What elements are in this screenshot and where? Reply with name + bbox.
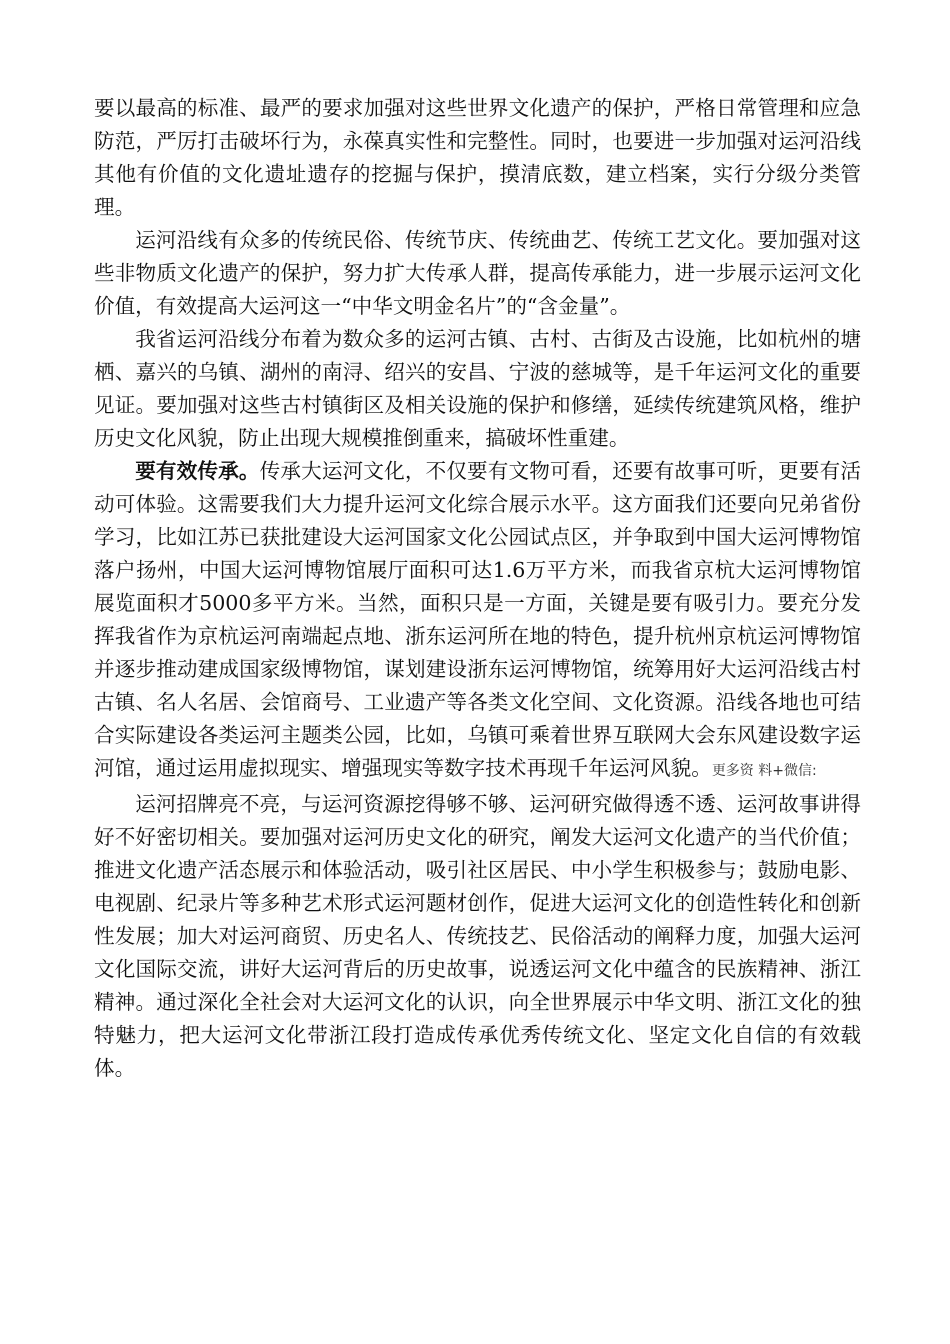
paragraph-4-lead: 要有效传承。 xyxy=(135,459,260,483)
document-page xyxy=(94,92,861,1085)
paragraph-5 xyxy=(94,788,861,1085)
paragraph-5-text: 运河招牌亮不亮，与运河资源挖得够不够、运河研究做得透不透、运河故事讲得好不好密切相关。要加强对运河历史文化的研究，阐发大运河文化遗产的当代价值；推进文化遗产活态展示和体验活动，吸引社区居民、中小学生积极参与；鼓励电影、电视剧、纪录片等多种艺术形式运河题材创作，促进大运河文化的创造性转化和创新性发展；加大对运河商贸、历史名人、传统技艺、民俗活动的阐释力度，加强大运河文化国际交流，讲好大运河背后的历史故事，说透运河文化中蕴含的民族精神、浙江精神。通过深化全社会对大运河文化的认识，向全世界展示中华文明、浙江文化的独特魅力，把大运河文化带浙江段打造成传承优秀传统文化、坚定文化自信的有效载体。 xyxy=(94,792,861,1080)
paragraph-4 xyxy=(94,455,861,788)
paragraph-3 xyxy=(94,323,861,455)
paragraph-3-text: 我省运河沿线分布着为数众多的运河古镇、古村、古街及古设施，比如杭州的塘栖、嘉兴的乌镇、湖州的南浔、绍兴的安昌、宁波的慈城等，是千年运河文化的重要见证。要加强对这些古村镇街区及相关设施的保护和修缮，延续传统建筑风格，维护历史文化风貌，防止出现大规模推倒重来，搞破坏性重建。 xyxy=(94,327,861,450)
paragraph-1 xyxy=(94,92,861,224)
paragraph-4-note: 更多资 料+微信: xyxy=(711,763,817,779)
paragraph-4-text: 传承大运河文化，不仅要有文物可看，还要有故事可听，更要有活动可体验。这需要我们大力提升运河文化综合展示水平。这方面我们还要向兄弟省份学习，比如江苏已获批建设大运河国家文化公园试点区，并争取到中国大运河博物馆落户扬州，中国大运河博物馆展厅面积可达1.6万平方米，而我省京杭大运河博物馆展览面积才5000多平方米。当然，面积只是一方面，关键是要有吸引力。要充分发挥我省作为京杭运河南端起点地、浙东运河所在地的特色，提升杭州京杭运河博物馆并逐步推动建成国家级博物馆，谋划建设浙东运河博物馆，统筹用好大运河沿线古村古镇、名人名居、会馆商号、工业遗产等各类文化空间、文化资源。沿线各地也可结合实际建设各类运河主题类公园，比如，乌镇可乘着世界互联网大会东风建设数字运河馆，通过运用虚拟现实、增强现实等数字技术再现千年运河风貌。 xyxy=(94,459,861,780)
paragraph-2-text: 运河沿线有众多的传统民俗、传统节庆、传统曲艺、传统工艺文化。要加强对这些非物质文化遗产的保护，努力扩大传承人群，提高传承能力，进一步展示运河文化价值，有效提高大运河这一“中华文明金名片”的“含金量”。 xyxy=(94,228,861,318)
paragraph-2 xyxy=(94,224,861,323)
paragraph-1-text: 要以最高的标准、最严的要求加强对这些世界文化遗产的保护，严格日常管理和应急防范，严厉打击破坏行为，永葆真实性和完整性。同时，也要进一步加强对运河沿线其他有价值的文化遗址遗存的挖掘与保护，摸清底数，建立档案，实行分级分类管理。 xyxy=(94,96,861,219)
